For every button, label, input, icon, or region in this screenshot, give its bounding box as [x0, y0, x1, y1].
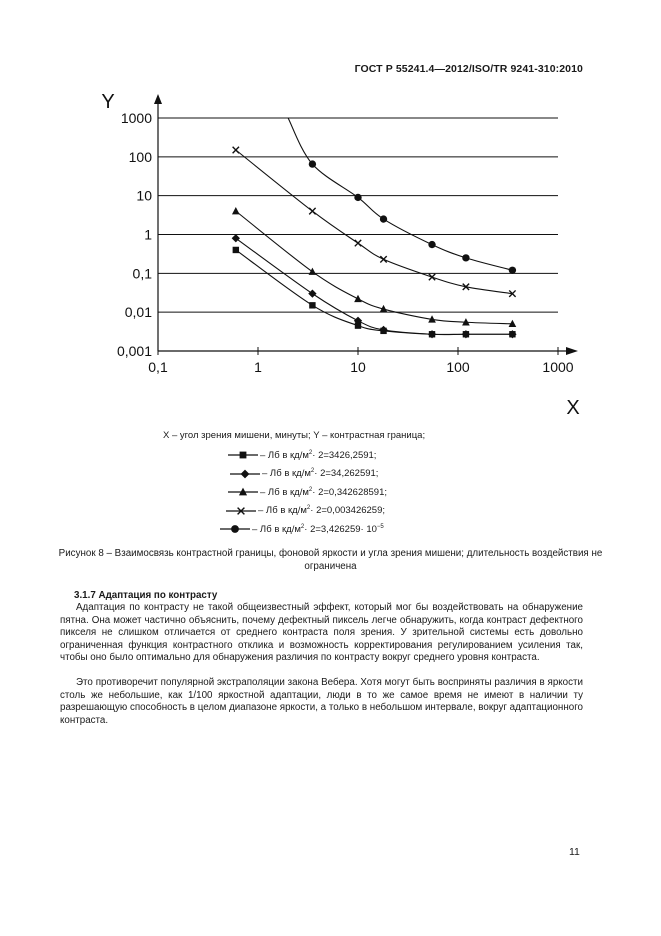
legend-item-circle [220, 522, 384, 536]
point-circle-6 [509, 267, 516, 274]
legend-item-diamond [230, 467, 378, 481]
legend-label-triangle: – Лб в $кд/м^2\cdot 2=0,342628591$; [260, 486, 388, 498]
legend-item-triangle [228, 485, 387, 499]
point-circle-3 [380, 215, 387, 222]
legend-swatch-circle [220, 523, 250, 535]
legend-description: X – угол зрения мишени, минуты; Y – контрастная граница; [163, 430, 426, 441]
paragraph-1: Адаптация по контрасту не такой общеизвестный эффект, который мог бы воздействовать на обнаружение пятна. Она может частично объяснить, почему дефектный пиксель легче обнаружить, когда контраст дефектного пикселя не слишком отличается от среднего контраста поля зрения. У зрительной системы есть довольно ограниченная функция контрастного отклика и возможность корректирования регулированием усиления так, чтобы оно было оптимально для обнаружения различия по контрасту вокруг среднего уровня контраста. [60, 602, 583, 663]
legend-swatch-diamond [230, 468, 260, 480]
legend-label-circle: – Лб в $кд/м^2\cdot 2=3,426259\cdot 10^{-5}$ [252, 523, 384, 535]
section-title: 3.1.7 Адаптация по контрасту [74, 590, 218, 601]
legend-swatch-cross [226, 505, 256, 517]
x-tick-label-0: 0,1 [148, 359, 168, 375]
paragraph-2: Это противоречит популярной экстраполяции закона Вебера. Хотя могут быть восприняты различия в яркости столь же небольшие, как 1/100 яркостной адаптации, люди в то же самое время не имеют в наличии ту разрешающую способность в целом диапазоне яркости, а только в небольшом интервале, вокруг адаптационного контраста. [60, 677, 583, 726]
x-axis-arrow [566, 347, 578, 355]
series-line-circle [288, 118, 512, 270]
legend-label-square: – Лб в $кд/м^2\cdot 2=3426,2591$; [260, 449, 377, 461]
point-square-0 [233, 247, 239, 253]
y-tick-label-4: 10 [136, 187, 152, 204]
legend-label-cross: – Лб в $кд/м^2\cdot 2=0,003426259$; [258, 504, 386, 516]
legend-swatch-square [228, 449, 258, 461]
series-line-diamond [236, 238, 513, 334]
x-axis-title: X [566, 397, 580, 419]
figure-caption: Рисунок 8 – Взаимосвязь контрастной границы, фоновой яркости и угла зрения мишени; длительность воздействия не ограничена [58, 548, 603, 572]
x-tick-label-4: 1000 [542, 359, 574, 375]
contrast-threshold-chart [0, 0, 661, 425]
legend-swatch-triangle [228, 486, 258, 498]
point-diamond-1 [308, 289, 316, 297]
point-square-1 [309, 302, 315, 308]
document-header: ГОСТ Р 55241.4—2012/ISO/TR 9241-310:2010 [354, 63, 583, 75]
y-axis-arrow [154, 94, 162, 104]
y-tick-label-6: 1000 [120, 110, 152, 126]
x-tick-label-2: 10 [350, 359, 366, 375]
point-circle-1 [309, 160, 316, 167]
point-triangle-2 [354, 295, 362, 302]
point-cross-4 [429, 274, 435, 280]
point-cross-0 [233, 147, 239, 153]
legend-label-diamond: – Лб в $кд/м^2\cdot 2=34,262591$; [262, 467, 379, 479]
point-cross-2 [355, 240, 361, 246]
y-tick-label-3: 1 [144, 226, 152, 243]
series-line-cross [236, 150, 513, 294]
point-circle-5 [462, 254, 469, 261]
point-cross-3 [380, 256, 386, 262]
point-circle-2 [354, 194, 361, 201]
point-triangle-0 [232, 207, 240, 214]
x-tick-label-3: 100 [446, 359, 470, 375]
y-tick-label-1: 0,01 [124, 304, 152, 321]
legend-item-cross [226, 504, 385, 518]
y-axis-title: Y [101, 91, 115, 113]
point-circle-4 [428, 241, 435, 248]
series-line-square [236, 250, 513, 335]
y-tick-label-2: 0,1 [132, 265, 152, 282]
legend-marker-square [240, 452, 247, 459]
point-cross-1 [309, 208, 315, 214]
point-diamond-0 [232, 234, 240, 242]
legend-marker-diamond [241, 469, 250, 478]
point-triangle-1 [309, 268, 317, 275]
legend-marker-circle [231, 525, 239, 533]
series-cross [233, 147, 516, 297]
x-tick-label-1: 1 [254, 359, 262, 375]
series-line-triangle [236, 211, 513, 324]
y-tick-label-0: 0,001 [116, 343, 152, 359]
page-number: 11 [569, 846, 580, 858]
y-tick-label-5: 100 [128, 148, 152, 165]
legend-item-square [228, 448, 376, 462]
